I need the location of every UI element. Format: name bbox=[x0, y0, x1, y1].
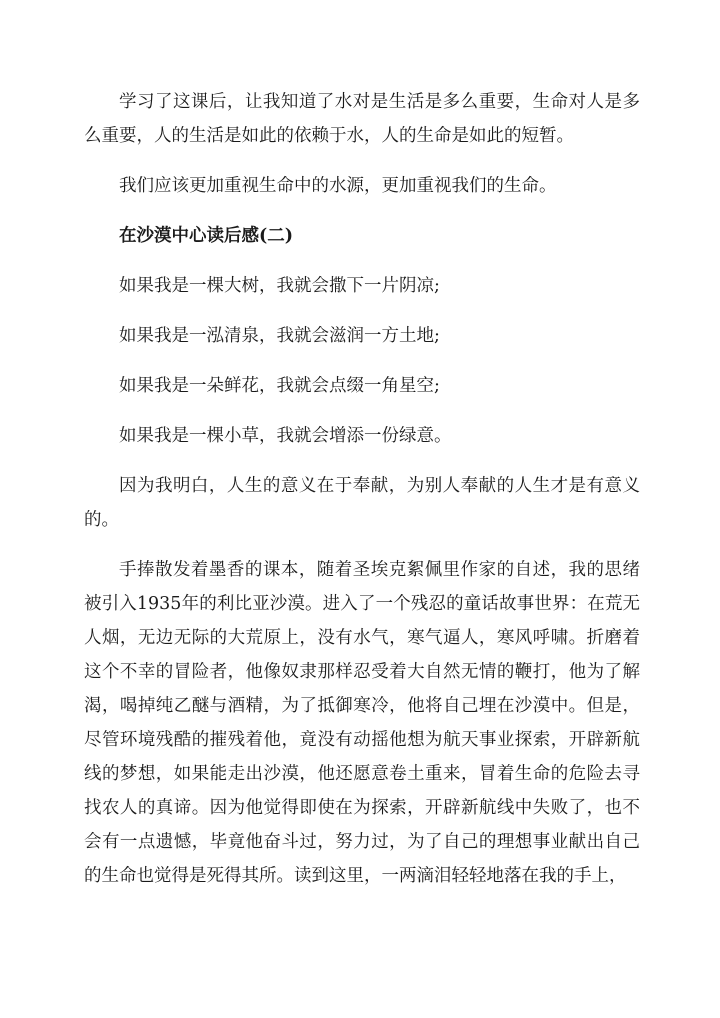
paragraph: 我们应该更加重视生命中的水源，更加重视我们的生命。 bbox=[119, 176, 557, 196]
poem-line: 如果我是一棵小草，我就会增添一份绿意。 bbox=[119, 426, 452, 446]
paragraph: 手捧散发着墨香的课本，随着圣埃克絮佩里作家的自述，我的思绪被引入1935年的利比亚沙漠。进入了一个残忍的童话故事世界：在荒无人烟，无边无际的大荒原上，没有水气，寒气逼人，寒风呼啸。折磨着这个不幸的冒险者，他像奴隶那样忍受着大自然无情的鞭打，他为了解渴，喝掉纯乙醚与酒精，为了抵御寒冷，他将自己埋在沙漠中。但是，尽管环境残酷的摧残着他，竟没有动摇他想为航天事业探索，开辟新航线的梦想，如果能走出沙漠，他还愿意卷土重来，冒着生命的危险去寻找农人的真谛。因为他觉得即使在为探索，开辟新航线中失败了，也不会有一点遗憾，毕竟他奋斗过，努力过，为了自己的理想事业献出自己的生命也觉得是死得其所。读到这里，一两滴泪轻轻地落在我的手上， bbox=[84, 560, 640, 886]
paragraph: 学习了这课后，让我知道了水对是生活是多么重要，生命对人是多么重要，人的生活是如此的依赖于水，人的生命是如此的短暂。 bbox=[84, 92, 640, 146]
poem-line: 如果我是一棵大树，我就会撒下一片阴凉; bbox=[119, 276, 440, 296]
poem-line: 如果我是一朵鲜花，我就会点缀一角星空; bbox=[119, 376, 440, 396]
poem-line: 如果我是一泓清泉，我就会滋润一方土地; bbox=[119, 326, 440, 346]
section-heading: 在沙漠中心读后感(二) bbox=[119, 226, 294, 246]
paragraph: 因为我明白，人生的意义在于奉献，为别人奉献的人生才是有意义的。 bbox=[84, 476, 640, 530]
